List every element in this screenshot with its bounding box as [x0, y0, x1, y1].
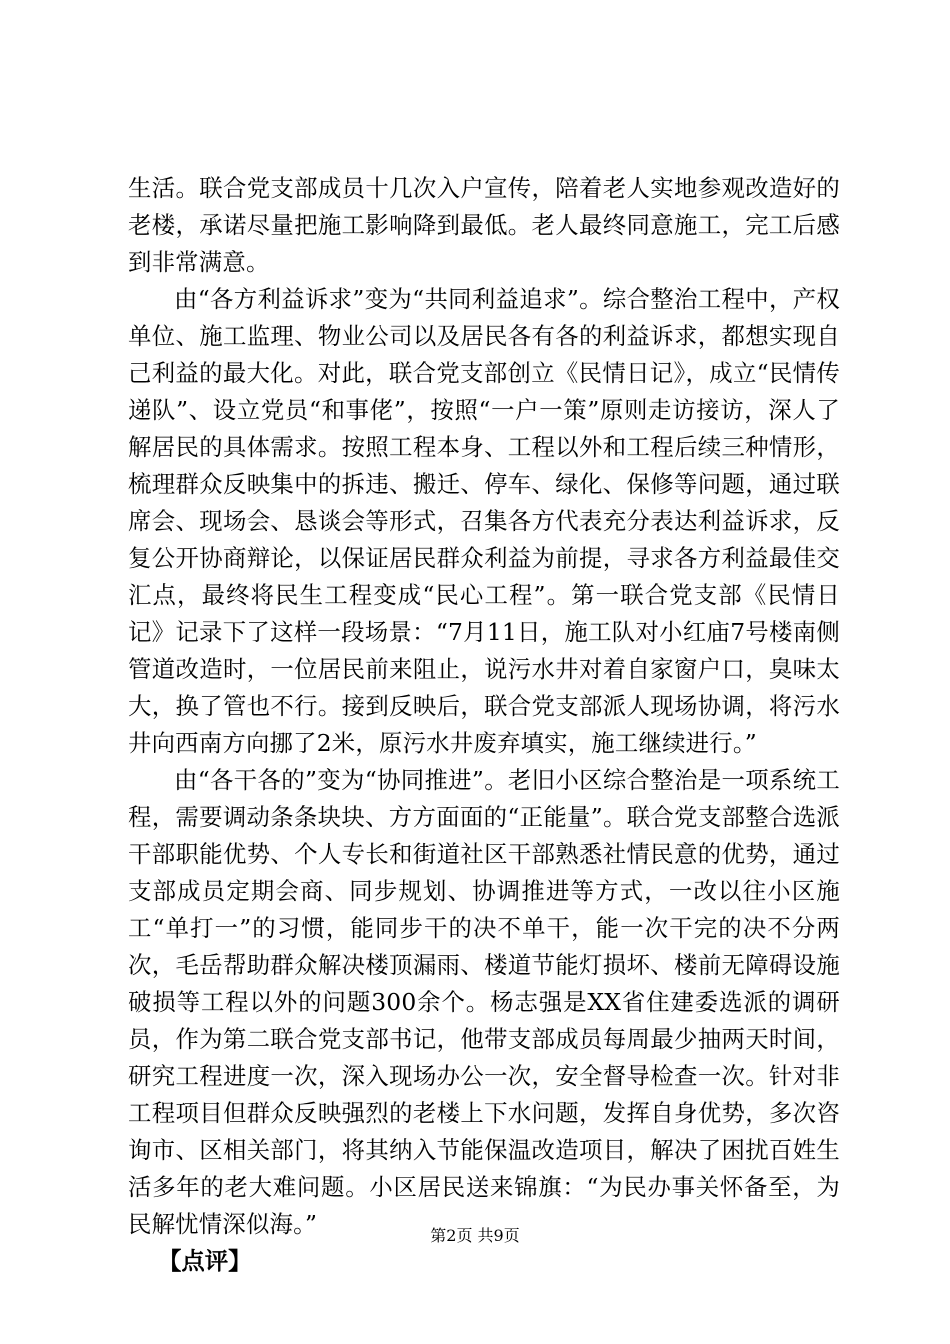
paragraph-continuation: 生活。联合党支部成员十几次入户宣传，陪着老人实地参观改造好的老楼，承诺尽量把施工影响降到最低。老人最终同意施工，完工后感到非常满意。	[128, 174, 840, 276]
page-footer: 第2页 共9页	[430, 1226, 520, 1245]
paragraph-coordination: 由“各干各的”变为“协同推进”。老旧小区综合整治是一项系统工程，需要调动条条块块、方方面面的“正能量”。联合党支部整合选派干部职能优势、个人专长和街道社区干部熟悉社情民意的优势，通过支部成员定期会商、同步规划、协调推进等方式，一改以往小区施工“单打一”的习惯，能同步干的决不单干，能一次干完的决不分两次，毛岳帮助群众解决楼顶漏雨、楼道节能灯损坏、楼前无障碍设施破损等工程以外的问题300余个。杨志强是XX省住建委选派的调研员，作为第二联合党支部书记，他带支部成员每周最少抽两天时间，研究工程进度一次，深入现场办公一次，安全督导检查一次。针对非工程项目但群众反映强烈的老楼上下水问题，发挥自身优势，多次咨询市、区相关部门，将其纳入节能保温改造项目，解决了困扰百姓生活多年的老大难问题。小区居民送来锦旗：“为民办事关怀备至，为民解忧情深似海。”	[128, 766, 840, 1238]
document-body	[128, 170, 840, 1280]
review-heading: 【点评】	[158, 1247, 252, 1275]
paragraph-interests: 由“各方利益诉求”变为“共同利益追求”。综合整治工程中，产权单位、施工监理、物业公司以及居民各有各的利益诉求，都想实现自己利益的最大化。对此，联合党支部创立《民情日记》，成立“民情传递队”、设立党员“和事佬”，按照“一户一策”原则走访接访，深人了解居民的具体需求。按照工程本身、工程以外和工程后续三种情形，梳理群众反映集中的拆违、搬迁、停车、绿化、保修等问题，通过联席会、现场会、恳谈会等形式，召集各方代表充分表达利益诉求，反复公开协商辩论，以保证居民群众利益为前提，寻求各方利益最佳交汇点，最终将民生工程变成“民心工程”。第一联合党支部《民情日记》记录下了这样一段场景：“7月11日，施工队对小红庙7号楼南侧管道改造时，一位居民前来阻止，说污水井对着自家窗户口，臭味太大，换了管也不行。接到反映后，联合党支部派人现场协调，将污水井向西南方向挪了2米，原污水井废弃填实，施工继续进行。”	[128, 285, 840, 757]
